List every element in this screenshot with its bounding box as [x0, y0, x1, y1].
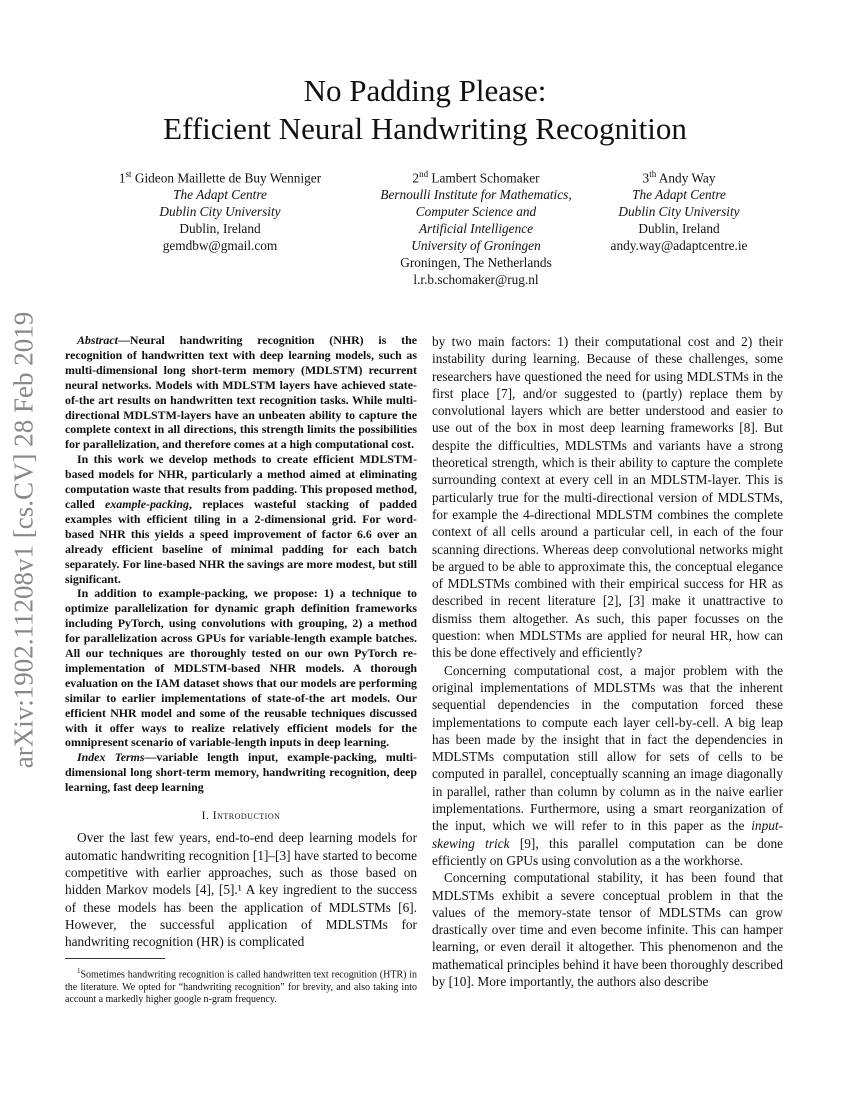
arxiv-side-stamp	[4, 290, 44, 790]
section-heading: I. Introduction	[201, 809, 281, 823]
title-line-1: No Padding Please:	[303, 73, 547, 108]
index-terms-label: Index Terms	[77, 750, 145, 765]
title-line-2: Efficient Neural Handwriting Recognition	[163, 111, 687, 146]
abstract: Abstract—Neural handwriting recognition (NHR) is the recognition of handwritten text with deep learning models, such as multi-dimensional long short-term memory (MDLSTM) recurrent neural networks. Models with MDLSTM layers have achieved state-of-the art results on handwritten text recognition tasks. While multi-directional MDLSTM-layers have an unbeaten ability to capture the complete context in all directions, this strength limits the possibilities for parallelization, and therefore comes at a high computational cost. In this work we develop methods to create efficient MDLSTM-based models for NHR, particularly a method aimed at eliminating computation waste that results from padding. This proposed method, called example-packing, replaces wasteful stacking of padded examples with efficient tiling in a 2-dimensional grid. For word-based NHR this yields a speed improvement of factor 6.6 over an already efficient baseline of minimal padding for each batch separately. For line-based NHR the savings are more modest, but still significant. In addition to example-packing, we propose: 1) a technique to optimize parallelization for dynamic graph definition frameworks including PyTorch, using convolutions with grouping, 2) a method for parallelization across GPUs for variable-length example batches. All our techniques are thoroughly tested on our own PyTorch re-implementation of MDLSTM-based NHR models. A thorough evaluation on the IAM dataset shows that our models are performing similar to earlier implementations of state-of-the art models. Our efficient NHR model and some of the reusable techniques discussed with it offer ways to realize relatively efficient models for the omnipresent scenario of variable-length inputs in deep learning. Index Terms—variable length input, example-packing, multi-dimensional long short-term memory, handwriting recognition, deep learning, fast deep learning	[65, 333, 418, 795]
paper-title	[0, 72, 850, 148]
author-name: Lambert Schomaker	[431, 170, 540, 186]
author-2: 2nd Lambert Schomaker Bernoulli Institute for Mathematics, Computer Science and Artificial Intelligence University of Groningen Groningen, The Netherlands l.r.b.schomaker@rug.nl	[360, 166, 592, 288]
author-email: andy.way@adaptcentre.ie	[610, 238, 748, 254]
footnote-divider	[65, 958, 165, 959]
author-email: gemdbw@gmail.com	[162, 238, 278, 254]
right-column	[432, 333, 783, 990]
abstract-label: Abstract	[77, 333, 118, 347]
author-name: Gideon Maillette de Buy Wenniger	[134, 170, 322, 186]
body-paragraph: Concerning computational cost, a major problem with the original implementations of MDLSTMs was that the inherent sequential dependencies in the computation forced these implementations to compute each layer cell-by-cell. A big leap has been made by the insight that in fact the dependencies in MDLSTMs computation still allow for sets of cells to be computed in parallel, conceptually scanning an image diagonally in parallel, rather than column by column as in the naive earlier implementations. Furthermore, using a smart reorganization of the input, which we will refer to in this paper as the input-skewing trick [9], this parallel computation can be done efficiently on GPUs using convolution as a the workhorse.	[432, 662, 783, 868]
author-3: 3th Andy Way The Adapt Centre Dublin City University Dublin, Ireland andy.way@adaptcentre.ie	[598, 166, 760, 254]
footnote: $^1$Sometimes handwriting recognition is called handwritten text recognition (HTR) in the literature. We opted for “handwriting recognition” for brevity, and also taking into account a markedly higher google n-gram frequency.	[65, 967, 417, 1006]
left-column	[65, 333, 417, 1006]
author-1: 1st Gideon Maillette de Buy Wenniger The Adapt Centre Dublin City University Dublin, Ireland gemdbw@gmail.com	[90, 166, 350, 254]
author-name: Andy Way	[658, 170, 716, 186]
body-paragraph: by two main factors: 1) their computational cost and 2) their instability during learning. Because of these challenges, some researchers have questioned the need for using MDLSTMs in the first place [7], and/or suggested to (partly) replace them by convolutional layers which are better understood and easier to use out of the box in most deep learning frameworks [8]. But despite the difficulties, MDLSTMs and variants have a strong theoretical strength, which is their ability to capture the complete surrounding context at every cell in an MDLSTM-layer. This is particularly true for the multi-directional version of MDLSTMs, for example the 4-directional MDLSTM combines the complete context of all cells around a particular cell, in each of the four scanning directions. Whereas deep convolutional networks might be argued to be able to approximate this, the conceptual elegance of MDLSTMs combined with their empirical success for HR as described in recent literature [2], [3] make it unattractive to dismiss them altogether. As such, this paper focusses on the question: when MDLSTMs are applied for neural HR, how can this be done effectively and efficiently?	[432, 334, 783, 661]
arxiv-identifier: arXiv:1902.11208v1 [cs.CV] 28 Feb 2019	[8, 311, 39, 769]
body-paragraph: Concerning computational stability, it has been found that MDLSTMs exhibit a severe conceptual problem in that the values of the memory-state tensor of MDLSTMs can grow drastically over time and even become infinite. This can hamper learning, or even derail it altogether. This phenomenon and the mathematical principles behind it have been thoroughly described by [10]. More importantly, the authors also describe	[432, 870, 783, 989]
author-email: l.r.b.schomaker@rug.nl	[413, 272, 539, 288]
intro-paragraph: Over the last few years, end-to-end deep learning models for automatic handwriting recognition [1]–[3] have started to become competitive with earlier approaches, such as those based on hidden Markov models [4], [5].¹ A key ingredient to the success of these models has been the application of MDLSTMs [6]. However, the successful application of MDLSTMs for handwriting recognition (HR) is complicated	[65, 830, 417, 950]
